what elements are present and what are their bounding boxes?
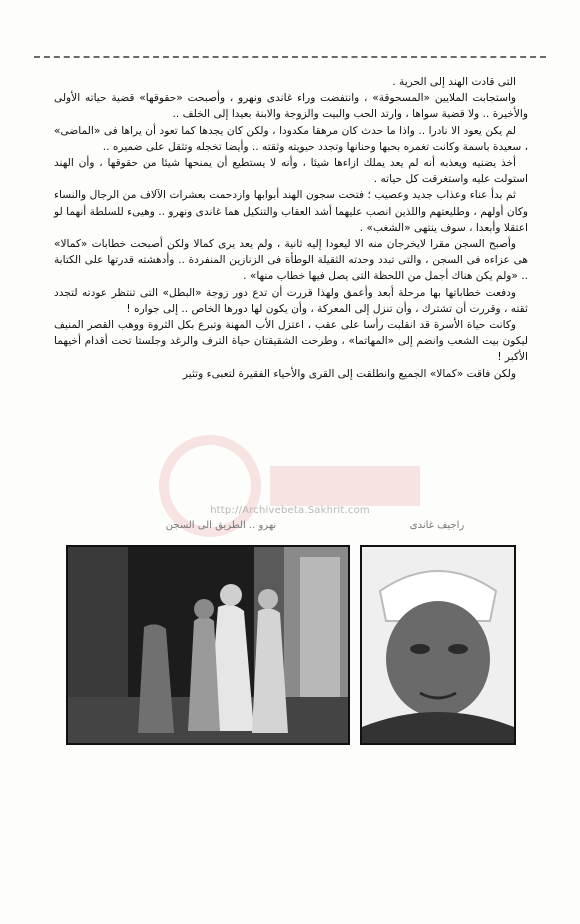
photo-nehru-to-prison <box>66 545 350 745</box>
top-dashed-rule <box>34 56 546 58</box>
paragraph-5: ثم بدأ عناء وعذاب جديد وعصيب ؛ فتحت سجون الهند أبوابها وازدحمت بعشرات الآلاف من الرجال والنساء وكان أولهم ، وطليعتهم واللذين انصب عليهما أشد العقاب والتنكيل هما غاندى ونهرو .. وهيىء للسلطة أنهما لو اعتقلا وأبعدا ، سوف ينتهى «الشغب» . <box>54 189 528 234</box>
photo-rajiv-gandhi-portrait <box>360 545 516 745</box>
caption-nehru-photo: نهرو .. الطريق الى السجن <box>165 520 277 531</box>
paragraph-3: لم يكن يعود الا نادرا .. واذا ما حدث كان مرهقا مكدودا ، ولكن كان يجدها كما تعود أن يراها فى «الماضى» ، سعيدة باسمة وكانت تغمره بحبها وحنانها وتجدد حيويته وثقته .. وأيضا تخجله وتثقل على ضميره .. <box>54 124 528 153</box>
paragraph-9: ولكن فاقت «كمالا» الجميع وانطلقت إلى القرى والأحياء الفقيرة لتعبىء وتثير <box>182 367 516 380</box>
paragraph-4: أخذ يضنيه ويعذبه أنه لم يعد يملك ازاءها شيئا ، وأنه لا يستطيع أن يمنحها شيئا من حقوقها ، وأن الهند استولت عليه واستغرقت كل حياته . <box>54 157 528 186</box>
paragraph-8: وكانت حياة الأسرة قد انقلبت رأسا على عقب ، اعتزل الأب المهنة وتبرع بكل الثروة ووهب القصر المنيف ليكون بيت الشعب وانضم إلى «المهاتما» ، وطرحت الشقيقتان حياة الترف والرغد وجلستا تحت أقدام أخيهما الأكبر ! <box>54 319 528 364</box>
paragraph-7: ودفعت خطاباتها بها مرحلة أبعد وأعمق ولهذا قررت أن تدع دور زوجة «البطل» التى تنتظر عودته لتجدد ثقته ، وقررت أن تشترك ، وأن تنزل إلى المعركة ، وأن يكون لها دورها الخاص .. إلى جواره ! <box>54 286 528 315</box>
caption-rajiv-photo: راجيف غاندى <box>409 520 465 531</box>
article-body <box>54 74 528 382</box>
paragraph-6: وأصبح السجن مقرا لايخرجان منه الا ليعودا إليه ثانية ، ولم يعد يرى كمالا ولكن أصبحت خطابات «كمالا» هى عزاءه فى السجن ، والتى تبدد وحدته الثقيلة الوطأة فى الزنازين المنفردة .. وأدهشته قدرتها على الكتابة .. «ولم يكن هناك أجمل من اللحظة التى يصل فيها خطاب منها» . <box>54 238 528 283</box>
watermark-url: http://Archivebeta.Sakhrit.com <box>210 505 370 516</box>
paragraph-1: التى قادت الهند إلى الحرية . <box>392 76 516 88</box>
paragraph-2: واستجابت الملايين «المسحوقة» ، وانتفضت وراء غاندى ونهرو ، وأصبحت «حقوقها» قضية حياته الأولى والأخيرة .. ولا قضية سواها ، وارتد الحب والبيت والزوجة والابنة بعيدا إلى الخلف .. <box>54 92 528 121</box>
